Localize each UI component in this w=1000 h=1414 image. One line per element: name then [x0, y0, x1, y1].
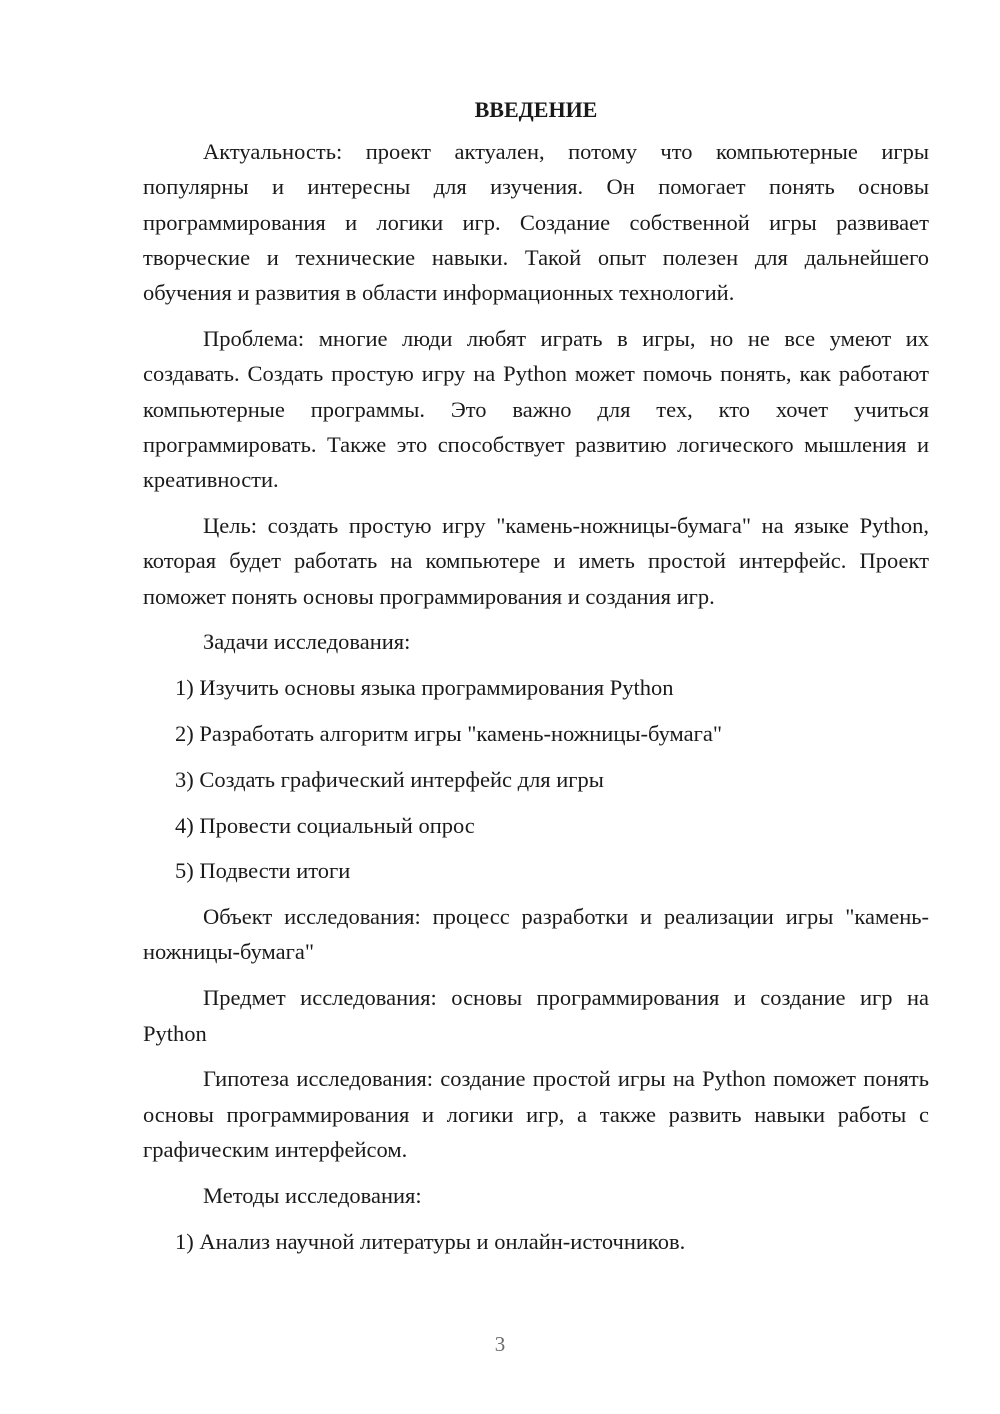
methods-list — [143, 1224, 929, 1259]
list-item: 1) Анализ научной литературы и онлайн-источников. — [175, 1228, 686, 1254]
tasks-list — [143, 670, 929, 888]
list-item: 4) Провести социальный опрос — [175, 812, 475, 838]
list-item: 5) Подвести итоги — [175, 858, 351, 884]
subject-paragraph: Предмет исследования: основы программирования и создание игр на Python — [143, 985, 929, 1046]
section-title: ВВЕДЕНИЕ — [474, 97, 598, 122]
hypothesis-paragraph: Гипотеза исследования: создание простой игры на Python поможет понять основы программирования и логики игр, а также развить навыки работы с графическим интерфейсом. — [143, 1066, 929, 1162]
problem-paragraph: Проблема: многие люди любят играть в игры, но не все умеют их создавать. Создать простую игру на Python может помочь понять, как работают компьютерные программы. Это важно для тех, кто хочет учиться программировать. Также это способствует развитию логического мышления и креативности. — [143, 325, 929, 493]
list-item: 1) Изучить основы языка программирования Python — [175, 675, 674, 701]
list-item: 3) Создать графический интерфейс для игры — [175, 766, 604, 792]
goal-paragraph: Цель: создать простую игру "камень-ножницы-бумага" на языке Python, которая будет работать на компьютере и иметь простой интерфейс. Проект поможет понять основы программирования и создания игр. — [143, 512, 929, 609]
page-number: 3 — [494, 1332, 506, 1356]
object-paragraph: Объект исследования: процесс разработки и реализации игры "камень-ножницы-бумага" — [143, 904, 929, 965]
tasks-heading: Задачи исследования: — [203, 629, 411, 655]
document-page — [143, 92, 929, 1269]
list-item: 2) Разработать алгоритм игры "камень-ножницы-бумага" — [175, 720, 723, 746]
methods-heading: Методы исследования: — [203, 1182, 422, 1208]
relevance-paragraph: Актуальность: проект актуален, потому что компьютерные игры популярны и интересны для изучения. Он помогает понять основы программирования и логики игр. Создание собственной игры развивает творческие и технические навыки. Такой опыт полезен для дальнейшего обучения и развития в области информационных технологий. — [143, 139, 929, 306]
